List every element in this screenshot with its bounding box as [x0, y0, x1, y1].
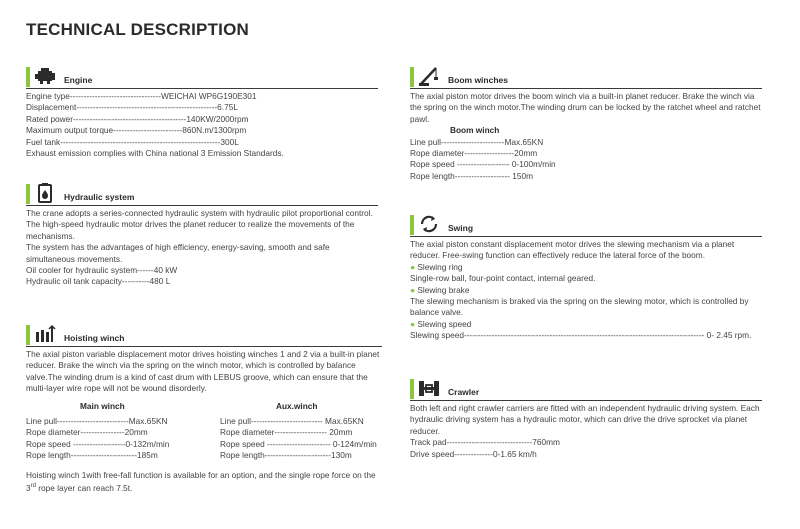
bullet-icon: ● [410, 284, 418, 295]
slewing-ring-text: Single-row ball, four-point contact, internal geared. [410, 273, 596, 284]
oil-tank-icon [34, 182, 56, 204]
accent-bar [410, 67, 414, 87]
engine-line: Rated power-----------------------------------------140KW/2000rpm [26, 113, 249, 124]
hydraulic-text: The system has the advantages of high efficiency, energy-saving, smooth and safe simultaneous movements. [26, 242, 330, 264]
slewing-ring-title [410, 262, 762, 273]
engine-line: Maximum output torque-------------------------860N.m/1300rpm [26, 125, 247, 136]
crawler-body [410, 401, 762, 460]
main-winch-line: Rope speed -------------------0-132m/min [26, 438, 170, 449]
accent-bar [26, 325, 30, 345]
hoisting-body [26, 347, 382, 494]
main-winch-title: Main winch [80, 400, 125, 411]
boom-text: The axial piston motor drives the boom winch via a built-in planet reducer. Brake the winch via the spring on the winch motor.The winding drum can be locked by the ratchet wheel and ratchet pawl. [410, 91, 761, 124]
engine-line: Engine type---------------------------------WEICHAI WP6G190E301 [26, 91, 257, 101]
accent-bar [26, 67, 30, 87]
boom-winch-icon [418, 65, 440, 87]
crawler-header [410, 376, 762, 401]
accent-bar [26, 184, 30, 204]
crawler-line: Track pad-------------------------------760mm [410, 437, 560, 448]
aux-winch-title: Aux.winch [276, 400, 318, 411]
slewing-speed-line: Slewing speed--------------------------------------------------------------------------------------- 0- 2.45 rpm. [410, 330, 752, 341]
slewing-speed-title [410, 319, 762, 330]
boom-line: Line pull-----------------------Max.65KN [410, 136, 544, 147]
footer-superscript: rd [30, 483, 36, 490]
bullet-icon: ● [410, 318, 418, 329]
bullet-label: Slewing brake [417, 284, 470, 295]
engine-line: Exhaust emission complies with China national 3 Emission Standards. [26, 148, 284, 159]
aux-winch-column [220, 401, 380, 462]
hoisting-text: The axial piston variable displacement motor drives hoisting winches 1 and 2 via a built-in planet reducer. Brake the winch via the spring on the winch motor, which is controlled by balance valve.The winding drum is a kind of cast drum with LEBUS groove, which can ensure that the multi-layer wire rope will not be wound disorderly. [26, 349, 380, 394]
main-winch-line: Line pull--------------------------Max.65KN [26, 416, 168, 427]
swing-header [410, 212, 762, 237]
hoisting-section [26, 322, 382, 494]
hydraulic-line: Oil cooler for hydraulic system------40 kW [26, 265, 178, 276]
aux-winch-line: Line pull-------------------------- Max.65KN [220, 416, 364, 427]
boom-heading: Boom winches [448, 75, 508, 85]
swing-heading: Swing [448, 223, 474, 233]
boom-winch-title: Boom winch [450, 125, 500, 136]
hydraulic-line: Hydraulic oil tank capacity----------480 L [26, 276, 171, 287]
hydraulic-body [26, 206, 378, 288]
page-title: TECHNICAL DESCRIPTION [26, 20, 250, 39]
boom-header [410, 64, 762, 89]
main-winch-column [26, 401, 220, 462]
hydraulic-heading: Hydraulic system [64, 192, 135, 202]
swing-text: The axial piston constant displacement motor drives the slewing mechanism via a planet reducer. Free-swing function can effectively reduce the lateral force of the boom. [410, 239, 735, 261]
hydraulic-section [26, 181, 378, 288]
boom-line: Rope diameter------------------20mm [410, 148, 538, 159]
boom-line: Rope speed ------------------- 0-100m/min [410, 159, 556, 170]
boom-section [410, 64, 762, 182]
swing-rotate-icon [418, 213, 440, 235]
swing-body [410, 237, 762, 342]
bullet-icon: ● [410, 261, 418, 272]
main-winch-line: Rope length------------------------185m [26, 450, 158, 461]
engine-header [26, 64, 378, 89]
engine-line: Displacement---------------------------------------------------6.75L [26, 102, 238, 113]
winch-columns [26, 401, 382, 462]
aux-winch-line: Rope speed ----------------------- 0-124m/min [220, 438, 377, 449]
hoisting-winch-icon [34, 323, 56, 345]
main-winch-line: Rope diameter----------------20mm [26, 427, 148, 438]
bullet-label: Slewing speed [417, 318, 472, 329]
crawler-heading: Crawler [448, 387, 480, 397]
engine-section [26, 64, 378, 159]
aux-winch-line: Rope diameter------------------- 20mm [220, 427, 353, 438]
crawler-text: Both left and right crawler carriers are fitted with an independent hydraulic driving system. Each hydraulic driving system has a hydraulic motor, which can drive the drive sprocket via planet reducer. [410, 403, 760, 436]
slewing-brake-title [410, 285, 762, 296]
boom-body [410, 89, 762, 182]
engine-body [26, 89, 378, 159]
hoisting-header [26, 322, 382, 347]
aux-winch-line: Rope length------------------------130m [220, 450, 352, 461]
crawler-section [410, 376, 762, 460]
hydraulic-text: The crane adopts a series-connected hydraulic system with hydraulic pilot proportional control. The high-speed hydraulic motor drives the planet reducer to realize the movements of the mechanisms. [26, 208, 373, 241]
boom-line: Rope length-------------------- 150m [410, 170, 534, 181]
hoisting-footer [26, 470, 382, 495]
slewing-brake-text: The slewing mechanism is braked via the spring on the slewing motor, which is controlled by balance valve. [410, 296, 749, 318]
engine-heading: Engine [64, 75, 93, 85]
crawler-line: Drive speed--------------0-1.65 km/h [410, 448, 537, 459]
swing-section [410, 212, 762, 342]
hoisting-heading: Hoisting winch [64, 333, 125, 343]
crawler-track-icon [418, 377, 440, 399]
accent-bar [410, 215, 414, 235]
engine-line: Fuel tank----------------------------------------------------------300L [26, 136, 239, 147]
engine-icon [34, 65, 56, 87]
accent-bar [410, 379, 414, 399]
bullet-label: Slewing ring [417, 261, 463, 272]
footer-text: rope layer can reach 7.5t. [35, 482, 133, 493]
hydraulic-header [26, 181, 378, 206]
footer-text: Hoisting winch 1with free-fall function is available for an option, and the single rope force on the 3 [26, 469, 376, 493]
